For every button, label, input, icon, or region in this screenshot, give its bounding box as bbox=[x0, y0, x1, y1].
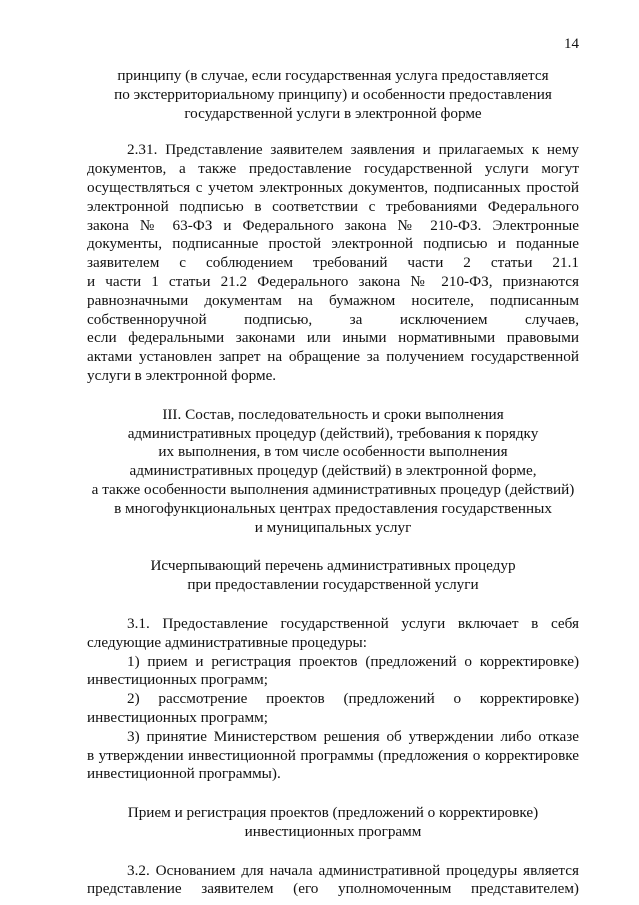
text-line: 3.2. Основанием для начала административной процедуры является bbox=[127, 861, 579, 879]
list-item: 1) прием и регистрация проектов (предложений о корректировке) bbox=[127, 652, 579, 670]
text-line: собственноручной подписью, за исключением случаев, bbox=[87, 310, 579, 328]
text-line: равнозначными документам на бумажном носителе, подписанным bbox=[87, 291, 579, 309]
heading-line: при предоставлении государственной услуги bbox=[187, 576, 479, 594]
page-number: 14 bbox=[564, 36, 579, 52]
text-line: услуги в электронной форме. bbox=[87, 366, 277, 384]
text-line: закона № 63-ФЗ и Федерального закона № 210-ФЗ. Электронные bbox=[87, 216, 579, 234]
heading-line: государственной услуги в электронной форме bbox=[184, 104, 482, 122]
heading-line: принципу (в случае, если государственная услуга предоставляется bbox=[117, 67, 549, 84]
heading-line: административных процедур (действий), требования к порядку bbox=[127, 424, 539, 442]
heading-line: а также особенности выполнения административных процедур (действий) bbox=[91, 480, 575, 498]
subheading-procedures-list bbox=[87, 557, 579, 595]
text-line: в утверждении инвестиционной программы (предложения о корректировке bbox=[87, 746, 579, 764]
text-line: следующие административные процедуры: bbox=[87, 633, 367, 651]
text-line: актами установлен запрет на обращение за получением государственной bbox=[87, 348, 579, 366]
text-line: заявителем с соблюдением требований части 2 статьи 21.1 bbox=[87, 254, 579, 272]
text-line: и части 1 статьи 21.2 Федерального закона № 210-ФЗ, признаются bbox=[87, 272, 579, 290]
heading-line: инвестиционных программ bbox=[244, 822, 422, 840]
heading-line: в многофункциональных центрах предоставления государственных bbox=[114, 499, 552, 517]
text-line: 3.1. Предоставление государственной услуги включает в себя bbox=[127, 614, 579, 632]
text-line: инвестиционных программ; bbox=[87, 708, 268, 726]
text-line: электронной подписью в соответствии с требованиями Федерального bbox=[87, 197, 579, 215]
text-line: если федеральными законами или иными нормативными правовыми bbox=[87, 329, 579, 347]
paragraph-3-2 bbox=[87, 862, 579, 900]
heading-line: III. Состав, последовательность и сроки выполнения bbox=[162, 405, 504, 423]
heading-line: по экстерриториальному принципу) и особенности предоставления bbox=[114, 85, 552, 103]
heading-line: их выполнения, в том числе особенности выполнения bbox=[158, 443, 508, 461]
heading-line: Исчерпывающий перечень административных процедур bbox=[150, 557, 516, 575]
text-line: документов, а также предоставление государственной услуги могут bbox=[87, 160, 579, 178]
list-item: 2) рассмотрение проектов (предложений о корректировке) bbox=[127, 690, 579, 708]
heading-line: и муниципальных услуг bbox=[254, 518, 412, 536]
paragraph-2-31 bbox=[87, 141, 579, 385]
list-item: 3) принятие Министерством решения об утверждении либо отказе bbox=[127, 727, 579, 745]
page-content bbox=[87, 67, 579, 899]
paragraph-3-1 bbox=[87, 615, 579, 784]
text-line: осуществляться с учетом электронных документов, подписанных простой bbox=[87, 178, 579, 196]
text-line: представление заявителем (его уполномоченным представителем) bbox=[87, 880, 579, 898]
text-line: документы, подписанные простой электронной подписью и поданные bbox=[87, 235, 579, 253]
heading-electronic-form bbox=[87, 67, 579, 123]
heading-line: Прием и регистрация проектов (предложений о корректировке) bbox=[127, 804, 539, 822]
subheading-reception bbox=[87, 804, 579, 842]
text-line: 2.31. Представление заявителем заявления и прилагаемых к нему bbox=[127, 141, 579, 159]
heading-line: административных процедур (действий) в электронной форме, bbox=[129, 462, 537, 480]
text-line: инвестиционных программ; bbox=[87, 671, 268, 689]
text-line: инвестиционной программы). bbox=[87, 765, 281, 783]
section-3-title bbox=[87, 406, 579, 538]
